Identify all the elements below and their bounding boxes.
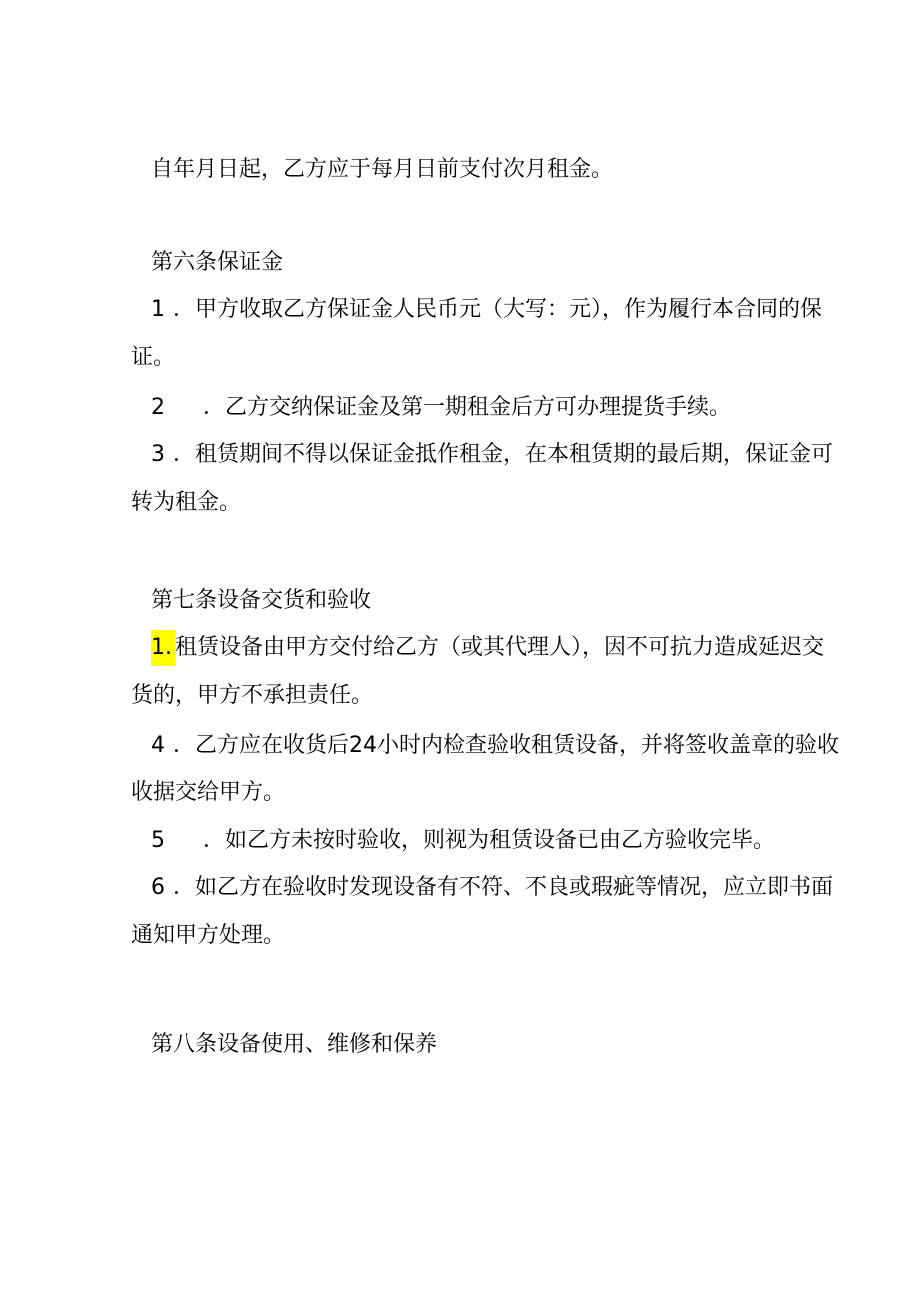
highlighted-item-number: 1. <box>151 630 175 666</box>
item-number: 4 <box>151 733 165 758</box>
article6-item2 <box>0 390 920 426</box>
item-text: ．甲方收取乙方保证金人民币元（大写：元），作为履行本合同的保 <box>173 297 823 322</box>
item-number: 5 <box>151 828 165 853</box>
heading-text: 第七条设备交货和验收 <box>151 588 372 613</box>
article7-item4 <box>0 728 920 764</box>
heading-text: 第八条设备使用、维修和保养 <box>151 1032 438 1057</box>
heading-article-7 <box>0 583 920 619</box>
heading-article-6 <box>0 245 920 281</box>
article6-item3 <box>0 437 920 473</box>
item-text: 转为租金。 <box>131 490 242 515</box>
item-text: ．乙方交纳保证金及第一期租金后方可办理提货手续。 <box>203 395 732 420</box>
article6-item1-continued <box>0 340 920 376</box>
article7-item1-continued <box>0 678 920 714</box>
article7-item6 <box>0 870 920 906</box>
item-number: 1 <box>151 297 165 322</box>
article7-item4-continued <box>0 775 920 811</box>
item-text: ．如乙方未按时验收，则视为租赁设备已由乙方验收完毕。 <box>203 828 776 853</box>
item-text: 租赁设备由甲方交付给乙方（或其代理人），因不可抗力造成延迟交 <box>175 635 825 660</box>
item-number: 2 <box>151 395 165 420</box>
article7-item5 <box>0 823 920 859</box>
item-text: 通知甲方处理。 <box>131 923 286 948</box>
article7-item1 <box>0 630 920 666</box>
article6-item3-continued <box>0 485 920 521</box>
item-text: 收据交给甲方。 <box>131 780 286 805</box>
item-number: 3 <box>151 442 165 467</box>
item-text: 货的，甲方不承担责任。 <box>131 683 374 708</box>
article6-item1 <box>0 292 920 328</box>
article7-item6-continued <box>0 918 920 954</box>
heading-article-8 <box>0 1027 920 1063</box>
item-text: ．乙方应在收货后24小时内检查验收租赁设备，并将签收盖章的验收 <box>173 733 839 758</box>
paragraph-rent-payment <box>0 152 920 188</box>
item-text: ．如乙方在验收时发现设备有不符、不良或瑕疵等情况，应立即书面 <box>173 875 834 900</box>
heading-text: 第六条保证金 <box>151 250 284 275</box>
item-text: 证。 <box>131 345 176 370</box>
paragraph-text: 自年月日起，乙方应于每月日前支付次月租金。 <box>151 157 614 182</box>
item-text: ．租赁期间不得以保证金抵作租金，在本租赁期的最后期，保证金可 <box>173 442 834 467</box>
item-number: 6 <box>151 875 165 900</box>
